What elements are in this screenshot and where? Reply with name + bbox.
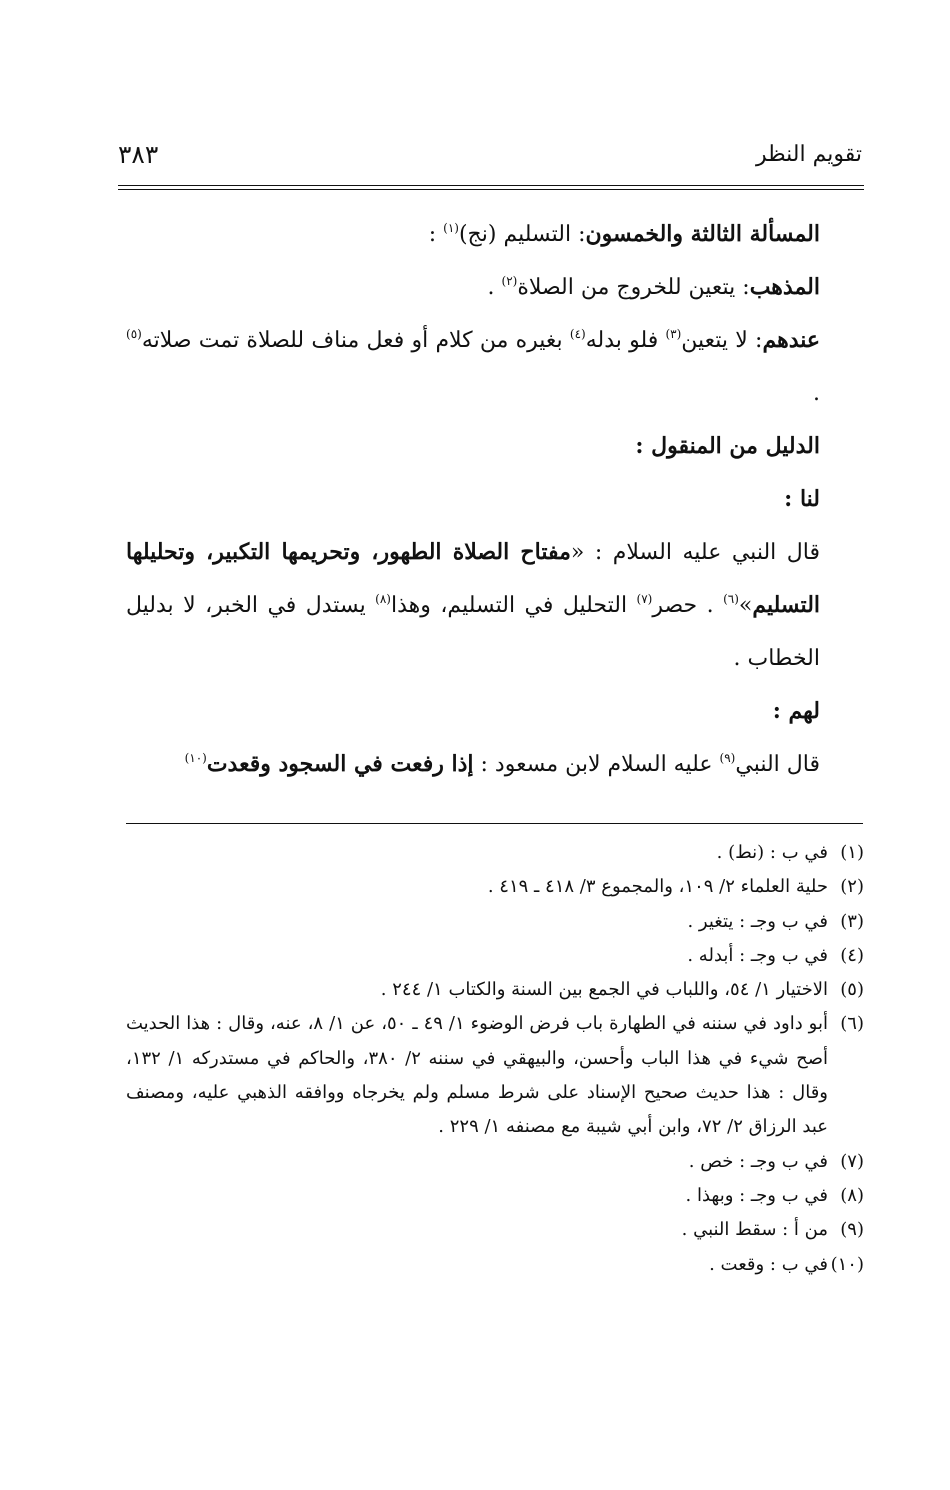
footnote-number: (٨) bbox=[840, 1184, 864, 1206]
indahum-text-1: : لا يتعين bbox=[681, 328, 763, 353]
lana-text-4: التحليل في التسليم، وهذا bbox=[390, 593, 637, 618]
hadith-quote: مفتاح الصلاة الطهور، وتحريمها التكبير، وتحليلها التسليم bbox=[126, 539, 821, 618]
main-text bbox=[126, 208, 820, 791]
footnote-number: (٣) bbox=[840, 910, 864, 932]
footnote-1 bbox=[126, 836, 864, 870]
footnote-ref-5: (٥) bbox=[126, 327, 142, 341]
lana-paragraph bbox=[126, 526, 820, 685]
footnote-ref-2: (٢) bbox=[501, 274, 518, 288]
footnote-3 bbox=[126, 905, 864, 939]
footnote-text: من أ : سقط النبي . bbox=[681, 1219, 828, 1241]
lana-text-5: يستدل في الخبر، لا بدليل الخطاب . bbox=[126, 593, 820, 671]
footnote-text: الاختيار ١/ ٥٤، واللباب في الجمع بين السنة والكتاب ١/ ٢٤٤ . bbox=[380, 979, 828, 1001]
running-header-title: تقويم النظر bbox=[755, 142, 862, 167]
footnote-ref-9: (٩) bbox=[719, 751, 736, 765]
madhhab-text: : يتعين للخروج من الصلاة bbox=[517, 275, 750, 300]
footnotes bbox=[126, 836, 864, 1282]
lahum-text-1: قال النبي bbox=[735, 752, 820, 777]
footnote-10 bbox=[126, 1248, 864, 1282]
footnote-number: (٩) bbox=[840, 1219, 864, 1241]
header-rule-bottom bbox=[118, 189, 864, 190]
lana-text-3: . حصر bbox=[652, 593, 724, 618]
footnote-5 bbox=[126, 973, 864, 1007]
footnote-text: في ب : (نط) . bbox=[716, 842, 828, 863]
footnote-7 bbox=[126, 1145, 864, 1179]
lahum-paragraph bbox=[126, 738, 820, 791]
footnote-ref-7: (٧) bbox=[636, 592, 653, 606]
footnote-6 bbox=[126, 1007, 864, 1144]
footnote-ref-3: (٣) bbox=[665, 327, 682, 341]
indahum-paragraph bbox=[126, 314, 820, 420]
page-number: ٣٨٣ bbox=[118, 140, 159, 169]
evidence-heading: الدليل من المنقول : bbox=[635, 433, 820, 459]
footnote-number: (١) bbox=[840, 842, 864, 863]
issue-rest: : التسليم (نج) bbox=[458, 222, 586, 247]
footnote-text: حلية العلماء ٢/ ١٠٩، والمجموع ٣/ ٤١٨ ـ ٤١٩ . bbox=[487, 876, 828, 898]
footnote-ref-6: (٦) bbox=[723, 592, 739, 606]
footnote-text: أبو داود في سننه في الطهارة باب فرض الوضوء ١/ ٤٩ ـ ٥٠، عن ١/ ٨، عنه، وقال : هذا الحديث أصح شيء في هذا الباب وأحسن، والبيهقي في سننه ٢/ ٣٨٠، والحاكم في مستدركه ١/ ١٣٢، وقال : هذا حديث صحيح الإسناد على شرط مسلم ولم يخرجاه ووافقه الذهبي عليه، ومصنف عبد الرزاق ٢/ ٧٢، وابن أبي شيبة مع مصنفه ١/ ٢٢٩ . bbox=[126, 1013, 828, 1138]
footnote-number: (٧) bbox=[840, 1150, 864, 1172]
footnote-9 bbox=[126, 1213, 864, 1247]
footnote-text: في ب وجـ : وبهذا . bbox=[685, 1184, 828, 1206]
footnote-text: في ب : وقعت . bbox=[709, 1253, 828, 1275]
footnote-number: (٤) bbox=[840, 944, 864, 966]
hadith-quote-2: إذا رفعت في السجود وقعدت bbox=[206, 751, 474, 777]
issue-title bbox=[126, 208, 820, 261]
madhhab-line bbox=[126, 261, 820, 314]
footnote-number: (١٠) bbox=[830, 1253, 864, 1275]
madhhab-label: المذهب bbox=[749, 274, 820, 300]
indahum-text-2: فلو بدله bbox=[585, 328, 666, 353]
footnote-ref-8: (٨) bbox=[375, 592, 391, 606]
madhhab-tail: . bbox=[487, 275, 502, 300]
lana-text-1: قال النبي عليه السلام : « bbox=[570, 540, 820, 565]
lahum-text-2: عليه السلام لابن مسعود : bbox=[473, 752, 720, 777]
lana-text-2: » bbox=[738, 593, 753, 618]
footnote-8 bbox=[126, 1179, 864, 1213]
indahum-text-3: بغيره من كلام أو فعل مناف للصلاة تمت صلاته bbox=[141, 328, 570, 353]
footnote-number: (٢) bbox=[840, 876, 864, 898]
footnote-number: (٦) bbox=[840, 1013, 864, 1035]
indahum-label: عندهم bbox=[762, 327, 821, 353]
lana-heading: لنا : bbox=[784, 486, 820, 512]
issue-tail: : bbox=[428, 222, 444, 247]
footnote-ref-10: (١٠) bbox=[184, 751, 207, 765]
header-rule-top bbox=[118, 185, 864, 186]
footnote-2 bbox=[126, 870, 864, 904]
footnote-separator bbox=[126, 823, 863, 824]
footnote-ref-4: (٤) bbox=[569, 327, 586, 341]
footnote-number: (٥) bbox=[840, 979, 864, 1001]
footnote-4 bbox=[126, 939, 864, 973]
lahum-heading: لهم : bbox=[772, 698, 820, 724]
footnote-ref-1: (١) bbox=[443, 221, 459, 235]
footnote-text: في ب وجـ : أبدله . bbox=[687, 944, 828, 966]
footnote-text: في ب وجـ : يتغير . bbox=[687, 910, 828, 932]
footnote-text: في ب وجـ : خص . bbox=[688, 1150, 828, 1172]
issue-heading: المسألة الثالثة والخمسون bbox=[585, 221, 820, 247]
indahum-tail: . bbox=[813, 381, 820, 406]
